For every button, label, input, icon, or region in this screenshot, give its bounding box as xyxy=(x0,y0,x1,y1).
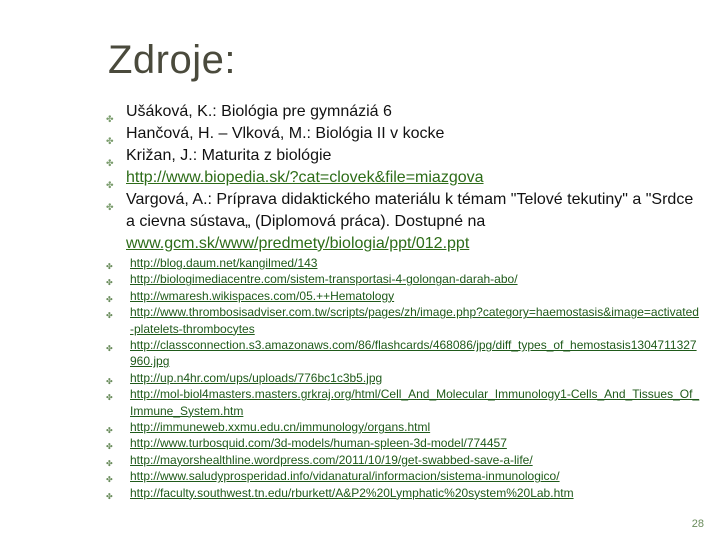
source-item xyxy=(106,167,701,189)
bullet-icon: ✤ xyxy=(106,376,113,386)
page-number: 28 xyxy=(691,518,704,530)
source-link[interactable]: http://immuneweb.xxmu.edu.cn/immunology/organs.html xyxy=(130,420,431,435)
source-text: Ušáková, K.: Biológia pre gymnáziá 6 xyxy=(126,103,392,120)
bullet-icon: ✤ xyxy=(106,180,114,190)
bullet-icon: ✤ xyxy=(106,344,113,354)
bullet-icon: ✤ xyxy=(106,278,113,288)
bullet-icon: ✤ xyxy=(106,136,114,146)
link-item xyxy=(106,468,701,484)
source-link[interactable]: http://www.saludyprosperidad.info/vidanatural/informacion/sistema-inmunologico/ xyxy=(130,469,560,484)
source-item xyxy=(106,145,701,167)
main-source-list xyxy=(106,101,701,255)
bullet-icon: ✤ xyxy=(106,458,113,468)
source-link[interactable]: http://blog.daum.net/kangilmed/143 xyxy=(130,256,318,270)
source-link[interactable]: http://www.thrombosisadviser.com.tw/scripts/pages/zh/image.php?category=haemostasis&image=activated-platelets-thrombocytes xyxy=(130,305,699,336)
source-link[interactable]: http://biologimediacentre.com/sistem-transportasi-4-golongan-darah-abo/ xyxy=(130,272,518,287)
link-item xyxy=(106,304,701,337)
source-item xyxy=(106,101,701,123)
link-item xyxy=(106,386,701,419)
link-item xyxy=(106,419,701,435)
source-link[interactable]: http://wmaresh.wikispaces.com/05.++Hematology xyxy=(130,288,395,303)
source-item xyxy=(106,123,701,145)
slide-title: Zdroje: xyxy=(108,38,236,82)
source-link[interactable]: http://faculty.southwest.tn.edu/rburkett/A&P2%20Lymphatic%20system%20Lab.htm xyxy=(130,485,574,500)
link-item xyxy=(106,485,701,501)
link-item xyxy=(106,337,701,370)
bullet-icon: ✤ xyxy=(106,262,113,271)
source-link[interactable]: http://mol-biol4masters.masters.grkraj.org/html/Cell_And_Molecular_Immunology1-Cells_And_Tissues_Of_Immune_System.htm xyxy=(130,387,700,418)
bullet-icon: ✤ xyxy=(106,475,113,485)
link-item xyxy=(106,271,701,287)
bullet-icon: ✤ xyxy=(106,442,113,452)
bullet-icon: ✤ xyxy=(106,426,113,436)
source-text: Križan, J.: Maturita z biológie xyxy=(126,147,332,164)
source-link[interactable]: http://mayorshealthline.wordpress.com/2011/10/19/get-swabbed-save-a-life/ xyxy=(130,452,533,467)
bullet-icon: ✤ xyxy=(106,393,113,403)
source-link[interactable]: http://classconnection.s3.amazonaws.com/86/flashcards/468086/jpg/diff_types_of_hemostasis1304711327960.jpg xyxy=(130,338,697,369)
link-item xyxy=(106,435,701,451)
link-item xyxy=(106,452,701,468)
source-link[interactable]: http://www.biopedia.sk/?cat=clovek&file=miazgova xyxy=(126,169,484,186)
source-link[interactable]: www.gcm.sk/www/predmety/biologia/ppt/012.ppt xyxy=(126,235,470,252)
source-link[interactable]: http://up.n4hr.com/ups/uploads/776bc1c3b5.jpg xyxy=(130,370,383,385)
source-text: Hančová, H. – Vlková, M.: Biológia II v kocke xyxy=(126,125,445,142)
bullet-icon: ✤ xyxy=(106,294,113,304)
source-text: Vargová, A.: Príprava didaktického materiálu k témam "Telové tekutiny" a "Srdce a cievna sústava„ (Diplomová práca). Dostupné na xyxy=(126,191,694,230)
bullet-icon: ✤ xyxy=(106,491,113,501)
link-item xyxy=(106,288,701,304)
bullet-icon: ✤ xyxy=(106,158,114,168)
source-item xyxy=(106,189,701,255)
bullet-icon: ✤ xyxy=(106,202,114,212)
bullet-icon: ✤ xyxy=(106,114,114,124)
link-item xyxy=(106,370,701,386)
bullet-icon: ✤ xyxy=(106,311,113,321)
link-list xyxy=(106,255,701,501)
source-link[interactable]: http://www.turbosquid.com/3d-models/human-spleen-3d-model/774457 xyxy=(130,436,507,451)
link-item xyxy=(106,255,701,271)
